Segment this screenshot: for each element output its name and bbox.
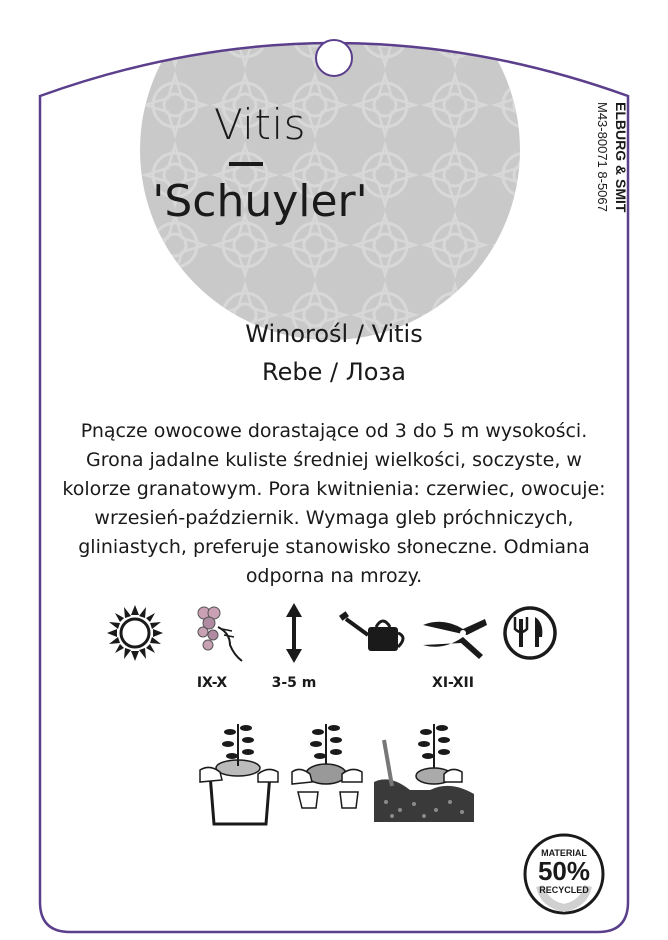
harvest-months-label: IX-X	[196, 675, 228, 691]
description-line: kolorze granatowym. Pora kwitnienia: czerwiec, owocuje:	[62, 478, 606, 500]
height-label: 3-5 m	[271, 675, 317, 691]
height-arrow-icon	[286, 603, 302, 663]
plant-cultivar: 'Schuyler'	[152, 176, 368, 227]
loosen-roots-icon	[292, 724, 362, 808]
remove-pot-icon	[200, 724, 278, 824]
pruning-shears-icon	[423, 619, 487, 659]
description-line: Pnącze owocowe dorastające od 3 do 5 m wysokości.	[80, 420, 588, 442]
watering-can-icon	[339, 611, 403, 651]
product-code: M43-80071 8-5067	[595, 102, 610, 212]
pruning-months-label: XI-XII	[432, 675, 474, 691]
brand-block	[590, 102, 630, 242]
planting-steps-row	[0, 710, 668, 830]
fruit-harvest-icon	[198, 607, 242, 661]
common-names-line-2: Rebe / Лоза	[262, 358, 406, 386]
edible-cutlery-icon	[505, 608, 555, 658]
description-line: wrzesień-październik. Wymaga gleb próchniczych,	[94, 507, 574, 529]
description-line: odporna na mrozy.	[245, 565, 423, 587]
plant-in-soil-icon	[374, 724, 474, 822]
common-names-line-1: Winorośl / Vitis	[245, 320, 423, 348]
hang-hole	[316, 40, 352, 76]
recycled-material-badge	[522, 832, 606, 916]
title-divider	[229, 162, 263, 166]
badge-percent: 50%	[537, 856, 591, 886]
description-line: gliniastych, preferuje stanowisko słoneczne. Odmiana	[78, 536, 590, 558]
care-icons-row	[0, 600, 668, 680]
brand-name: ELBURG & SMIT	[613, 102, 629, 213]
badge-bottom-text: RECYCLED	[539, 885, 589, 895]
plant-genus: Vitis	[214, 100, 306, 149]
description-line: Grona jadalne kuliste średniej wielkości, soczyste, w	[86, 449, 582, 471]
sun-icon	[107, 605, 163, 661]
badge-top-text: MATERIAL	[541, 848, 587, 858]
